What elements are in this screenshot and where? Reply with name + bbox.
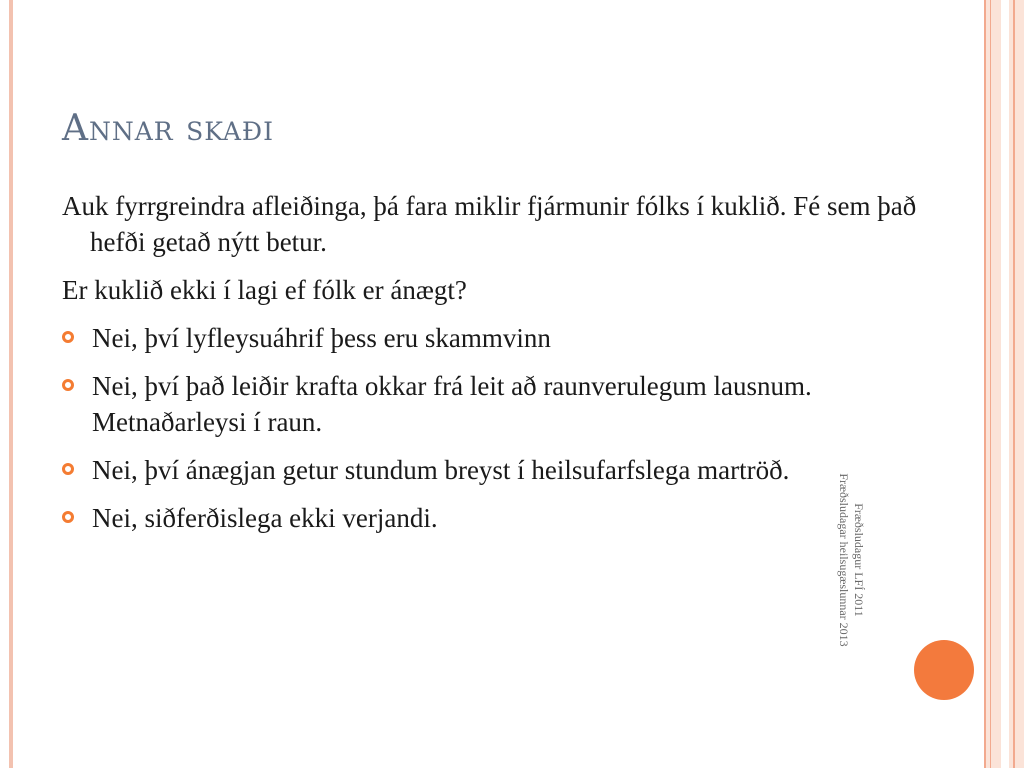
paragraph: Er kuklið ekki í lagi ef fólk er ánægt? (62, 275, 467, 305)
orange-ring-icon (62, 331, 74, 343)
footer-line: Fræðsludagar heilsugæslunnar 2013 (837, 473, 851, 647)
orange-ring-icon (62, 379, 74, 391)
orange-circle-decoration (914, 640, 974, 700)
slide-title: Annar skaði (62, 108, 274, 149)
bullet-text: Nei, því lyfleysuáhrif þess eru skammvinn (92, 323, 551, 353)
right-stripe (1013, 0, 1015, 768)
rotated-footer (836, 410, 866, 710)
paragraph: Auk fyrrgreindra afleiðinga, þá fara miklir fjármunir fólks í kuklið. Fé sem það hefði getað nýtt betur. (62, 191, 917, 257)
orange-ring-icon (62, 463, 74, 475)
bullet-item (62, 368, 922, 440)
slide-content (62, 188, 922, 548)
bullet-item (62, 500, 922, 536)
orange-ring-icon (62, 511, 74, 523)
bullet-item (62, 452, 922, 488)
right-stripe (990, 0, 991, 768)
footer-line: Fræðsludagur LFÍ 2011 (852, 503, 866, 617)
bullet-item (62, 320, 922, 356)
bullet-text: Nei, siðferðislega ekki verjandi. (92, 503, 438, 533)
right-stripe (1001, 0, 1009, 768)
bullet-text: Nei, því ánægjan getur stundum breyst í heilsufarfslega martröð. (92, 455, 790, 485)
right-stripe (984, 0, 986, 768)
bullet-text: Nei, því það leiðir krafta okkar frá leit að raunverulegum lausnum. Metnaðarleysi í raun. (92, 371, 812, 437)
left-border-line (9, 0, 13, 768)
